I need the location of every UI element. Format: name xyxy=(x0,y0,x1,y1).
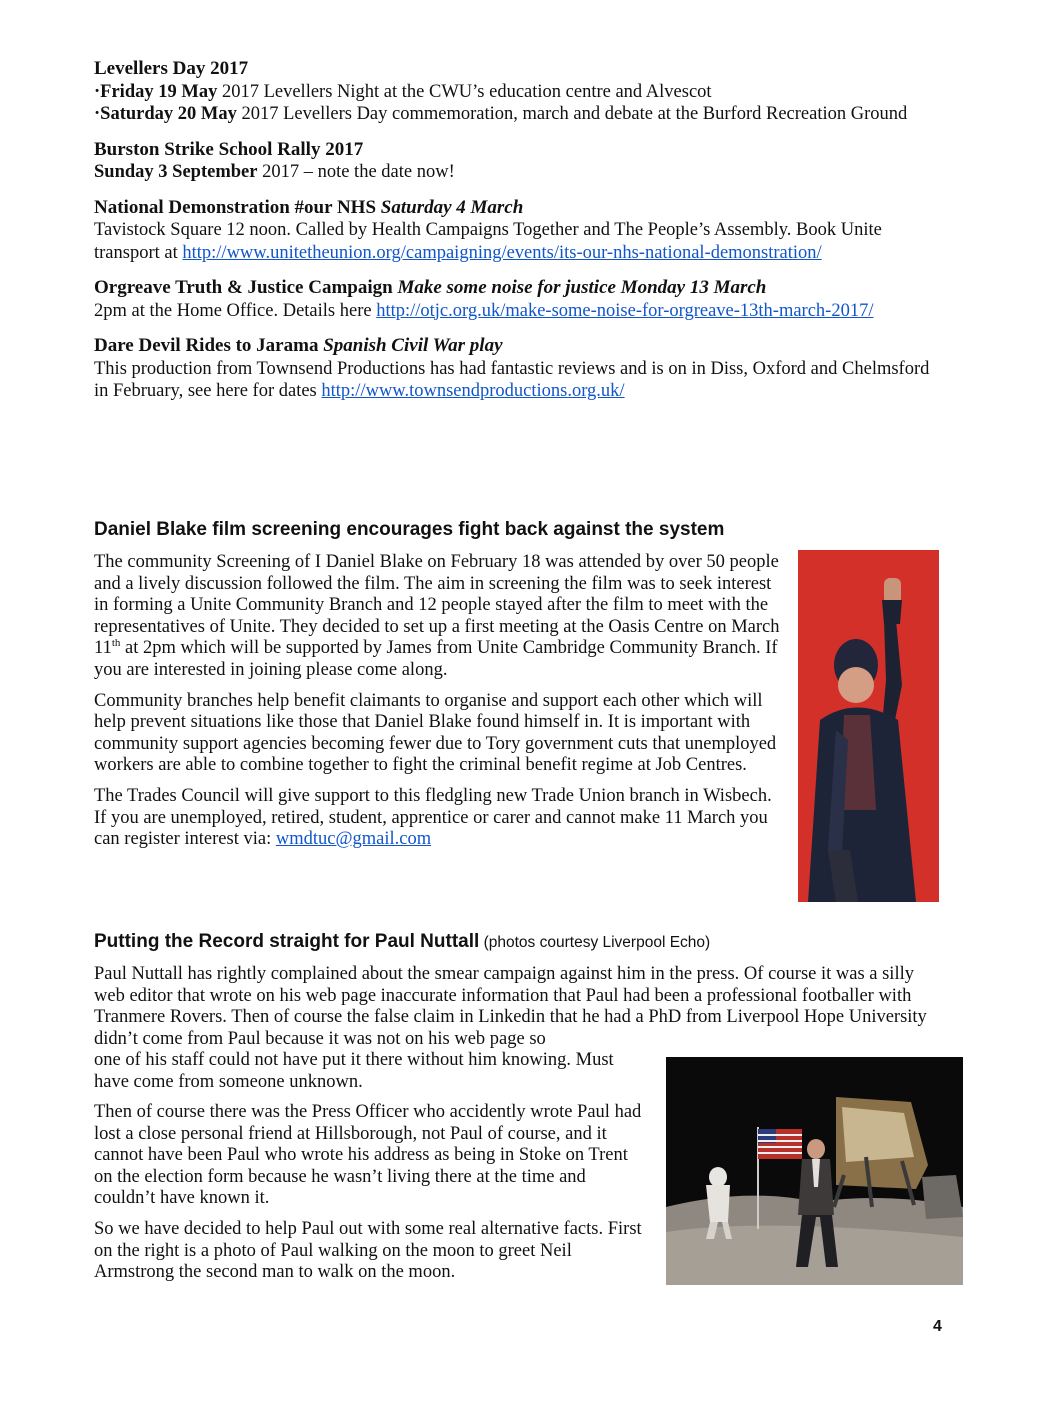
townsend-link[interactable]: http://www.townsendproductions.org.uk/ xyxy=(321,381,625,401)
article-paragraph: Paul Nuttall has rightly complained about the smear campaign against him in the press. Of course it was a silly web editor that wrote on his web page inaccurate information that Paul had been a professional footballer with Tranmere Rovers. Then of course the false claim in Linkedin that he had a PhD from Liverpool Hope University didn’t come from Paul because it was not on his web page so xyxy=(94,964,927,1049)
event-daredevil xyxy=(94,335,944,403)
event-levellers xyxy=(94,58,944,126)
article-paragraph: The Trades Council will give support to this fledgling new Trade Union branch in Wisbech. If you are unemployed, retired, student, apprentice or carer and cannot make 11 March you can register interest via: wmdtuc@gmail.com xyxy=(94,785,772,850)
article-paragraph: Then of course there was the Press Officer who accidently wrote Paul had lost a close personal friend at Hillsborough, not Paul of course, and it cannot have been Paul who wrote his address as being in Stoke on Trent on the election form because he wasn’t living there at the time and couldn’t have known it. xyxy=(94,1102,642,1209)
daniel-blake-article xyxy=(94,518,954,850)
events-list xyxy=(94,58,944,416)
paul-nuttall-article xyxy=(94,930,954,1283)
event-line: ·Friday 19 May 2017 Levellers Night at the CWU’s education centre and Alvescot xyxy=(94,81,712,102)
moon-landing-photo xyxy=(666,1057,963,1285)
email-link[interactable]: wmdtuc@gmail.com xyxy=(275,829,432,850)
nhs-link[interactable]: http://www.unitetheunion.org/campaigning/events/its-our-nhs-national-demonstration/ xyxy=(182,242,822,263)
article-body xyxy=(94,552,784,860)
page-number: 4 xyxy=(933,1318,942,1335)
event-line: ·Saturday 20 May 2017 Levellers Day commemoration, march and debate at the Burford Recreation Ground xyxy=(94,104,908,124)
event-title: National Demonstration #our NHS Saturday 4 March xyxy=(94,196,524,218)
article-paragraph: So we have decided to help Paul out with some real alternative facts. First on the right is a photo of Paul walking on the moon to greet Neil Armstrong the second man to walk on the moon. xyxy=(94,1218,642,1283)
raised-fist-photo xyxy=(798,550,939,902)
event-line: This production from Townsend Productions has had fantastic reviews and is on in Diss, Oxford and Chelmsford in February, see here for dates http://www.townsendproductions.org.uk/ xyxy=(94,358,930,401)
article-paragraph: one of his staff could not have put it there without him knowing. Must have come from someone unknown. xyxy=(94,1050,614,1092)
event-line: Tavistock Square 12 noon. Called by Health Campaigns Together and The People’s Assembly. Book Unite transport at http://www.unitetheunion.org/campaigning/events/its-our-nhs-national-demonstration/ xyxy=(94,220,882,263)
event-title: Burston Strike School Rally 2017 xyxy=(94,138,364,160)
event-title: Dare Devil Rides to Jarama Spanish Civil War play xyxy=(94,335,503,356)
event-title: Levellers Day 2017 xyxy=(94,58,249,79)
article-body xyxy=(94,1102,646,1293)
event-nhs xyxy=(94,197,944,265)
event-line: Sunday 3 September 2017 – note the date now! xyxy=(94,162,455,182)
event-line: 2pm at the Home Office. Details here http://otjc.org.uk/make-some-noise-for-orgreave-13th-march-2017/ xyxy=(94,300,874,321)
orgreave-link[interactable]: http://otjc.org.uk/make-some-noise-for-orgreave-13th-march-2017/ xyxy=(376,300,874,321)
event-title: Orgreave Truth & Justice Campaign Make some noise for justice Monday 13 March xyxy=(94,277,767,298)
article-paragraph: Community branches help benefit claimants to organise and support each other which will help prevent situations like those that Daniel Blake found himself in. It is important with community support agencies becoming fewer due to Tory government cuts that unemployed workers are able to combine together to fight the criminal benefit regime at Job Centres. xyxy=(94,690,777,776)
article-heading: Daniel Blake film screening encourages fight back against the system xyxy=(94,519,725,540)
event-burston xyxy=(94,139,944,184)
event-orgreave xyxy=(94,277,944,322)
article-heading: Putting the Record straight for Paul Nuttall (photos courtesy Liverpool Echo) xyxy=(94,931,711,952)
article-paragraph: The community Screening of I Daniel Blake on February 18 was attended by over 50 people and a lively discussion followed the film. The aim in screening the film was to seek interest in forming a Unite Community Branch and 12 people stayed after the film to meet with the representatives of Unite. They decided to set up a first meeting at the Oasis Centre on March 11th at 2pm which will be supported by James from Unite Cambridge Community Branch. If you are interested in joining please come along. xyxy=(94,552,780,680)
